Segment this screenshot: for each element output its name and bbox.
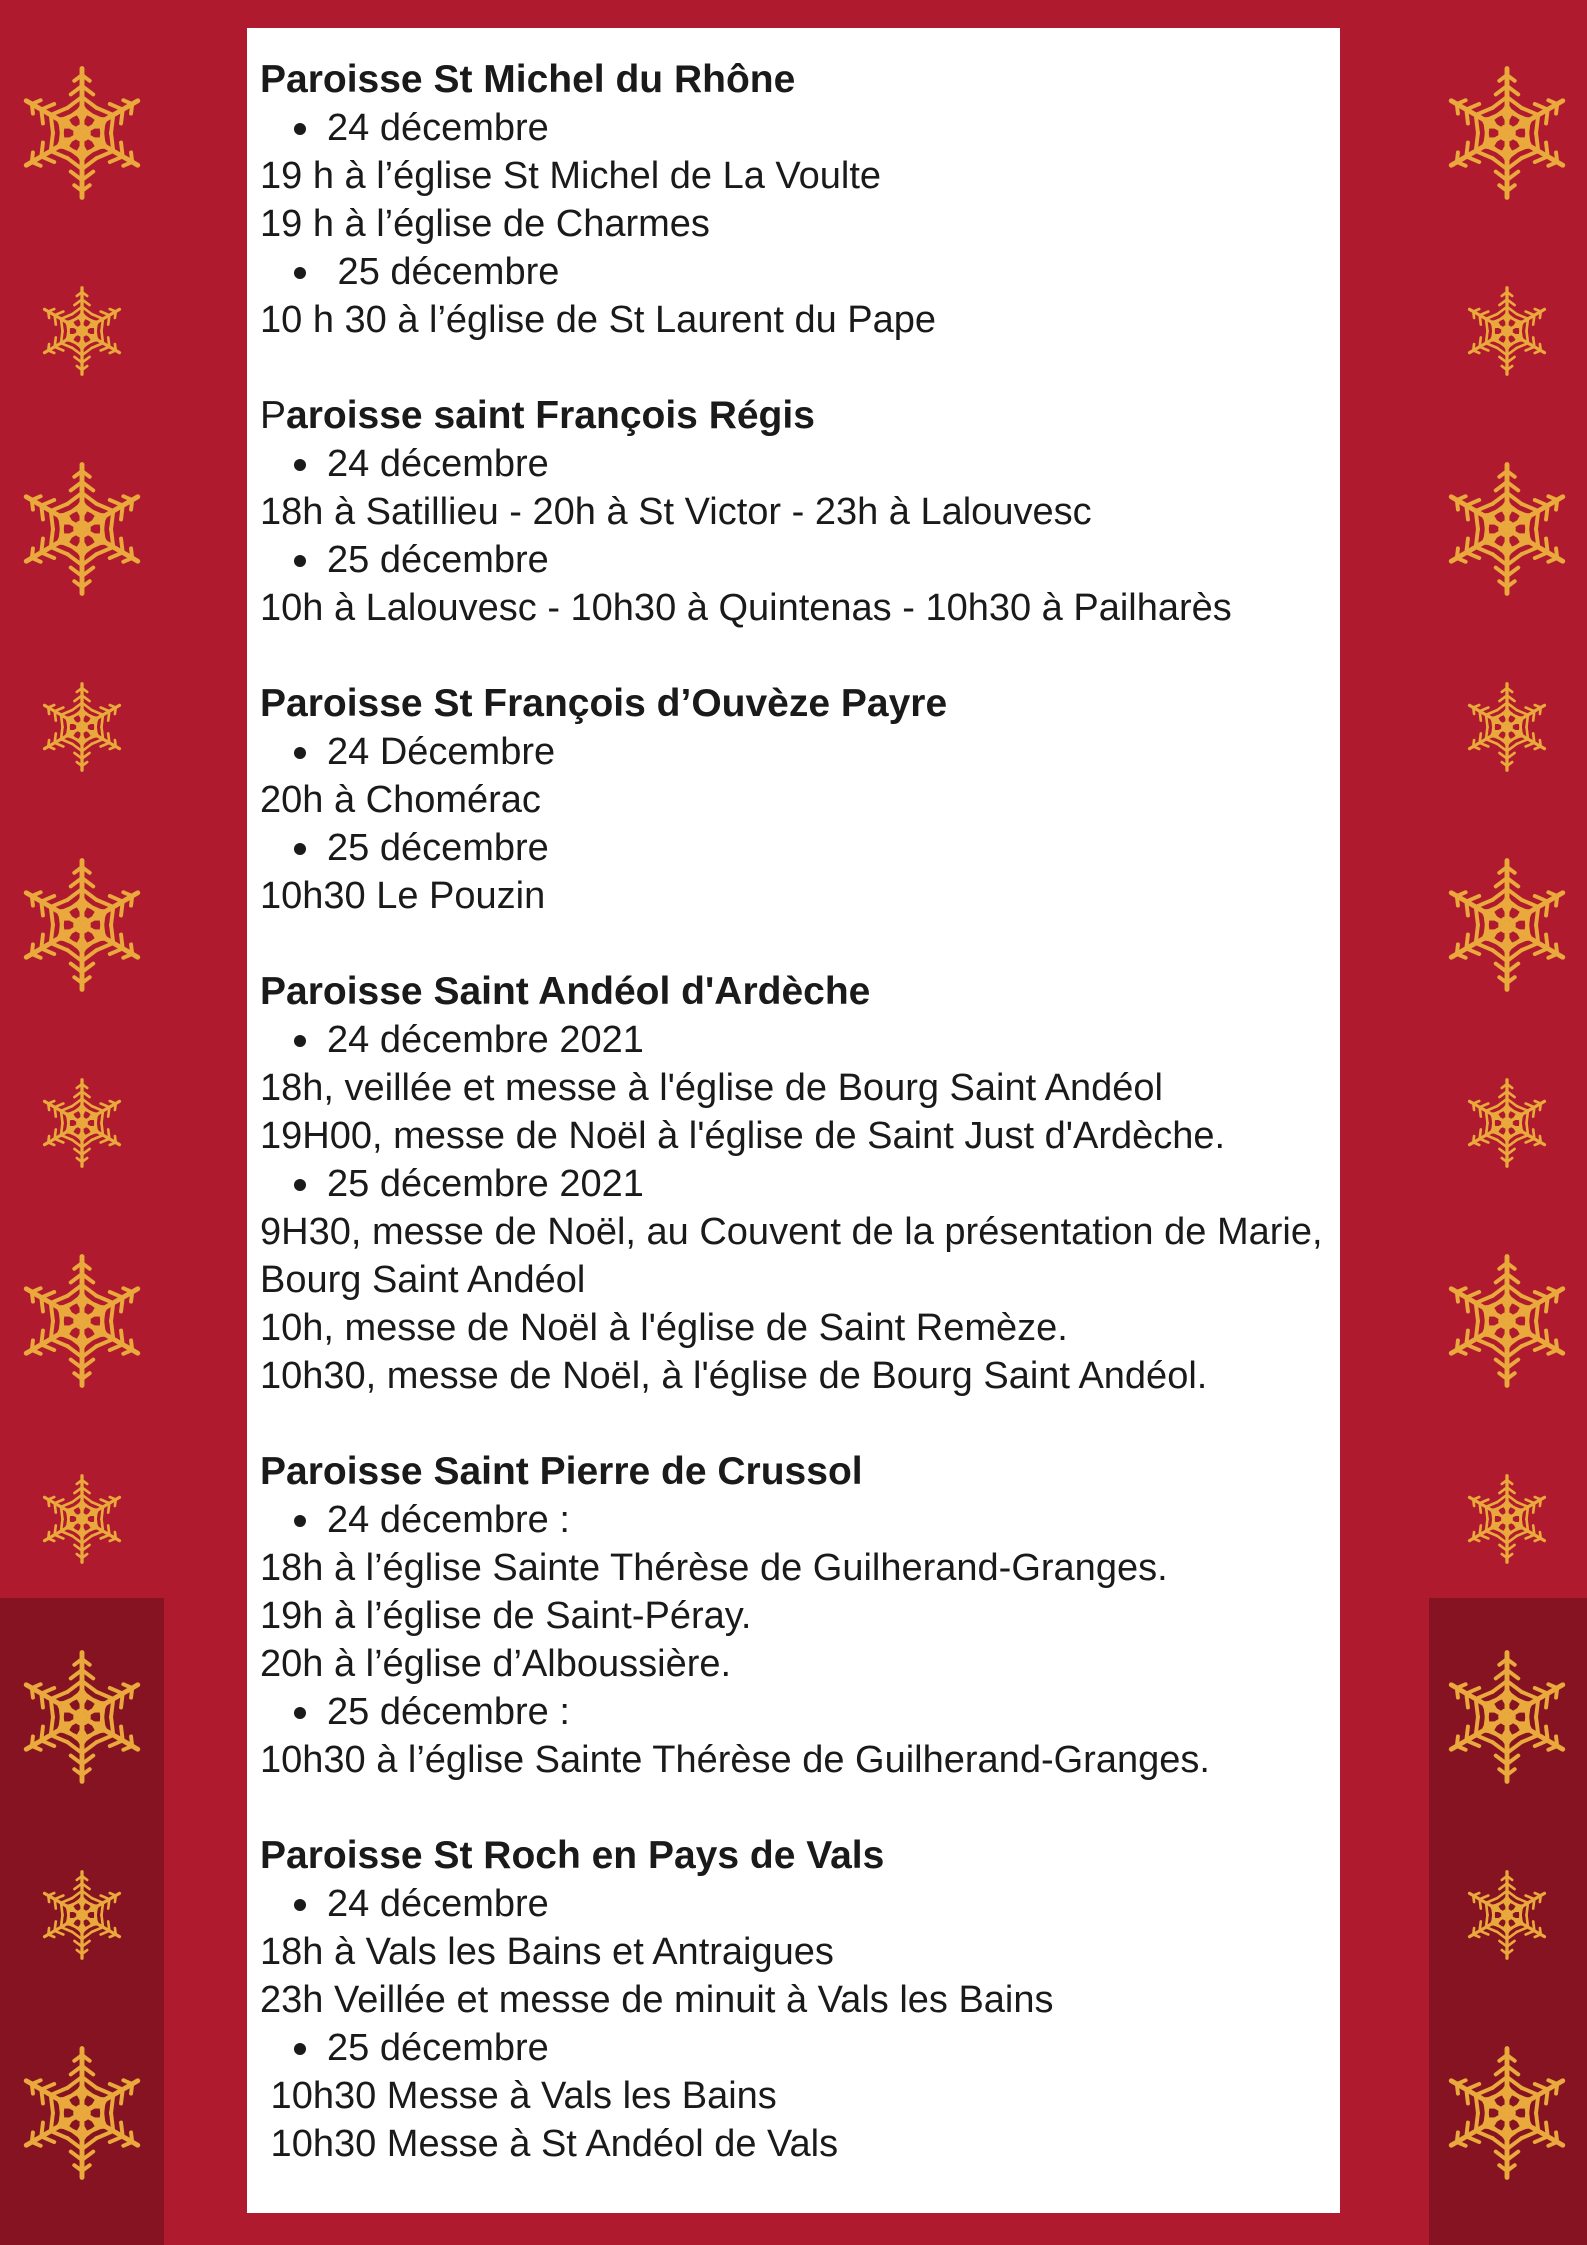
snowflake-icon [35,1076,129,1170]
snowflake-icon [1460,284,1554,378]
mass-time-line: 10 h 30 à l’église de St Laurent du Pape [260,299,937,341]
mass-schedule [260,56,1330,2168]
snowflake-icon [1437,1251,1577,1391]
parish-title: Paroisse saint François Régis [260,394,815,437]
snowflake-icon [1460,1868,1554,1962]
mass-time-line: 18h à Satillieu - 20h à St Victor - 23h à Lalouvesc [260,491,1092,533]
snowflake-icon [1437,63,1577,203]
snowflake-icon [35,284,129,378]
snowflake-icon [12,855,152,995]
snowflake-icon [35,1472,129,1566]
snowflake-icon [12,2043,152,2183]
mass-time-line: 10h à Lalouvesc - 10h30 à Quintenas - 10h30 à Pailharès [260,587,1232,629]
date-bullet: 24 décembre [260,104,1330,152]
date-bullet: 24 décembre [260,1880,1330,1928]
mass-time-line: 10h30 Messe à Vals les Bains [260,2075,777,2117]
mass-time-line: 19H00, messe de Noël à l'église de Saint Just d'Ardèche. [260,1115,1226,1157]
mass-time-line: 19h à l’église de Saint-Péray. [260,1595,752,1637]
mass-time-line: 19 h à l’église de Charmes [260,203,710,245]
mass-time-line: 10h, messe de Noël à l'église de Saint Remèze. [260,1307,1068,1349]
snowflake-icon [12,1251,152,1391]
mass-time-line: 18h à Vals les Bains et Antraigues [260,1931,834,1973]
mass-time-line: 19 h à l’église St Michel de La Voulte [260,155,882,197]
parish-section [260,392,1330,632]
parish-title: Paroisse St Roch en Pays de Vals [260,1834,885,1877]
parish-title: Paroisse Saint Pierre de Crussol [260,1450,863,1493]
date-bullet: 25 décembre 2021 [260,1160,1330,1208]
mass-time-line: 10h30 Messe à St Andéol de Vals [260,2123,839,2165]
snowflake-icon [12,1647,152,1787]
date-bullet: 25 décembre [260,536,1330,584]
parish-section [260,680,1330,920]
snowflake-icon [1460,1472,1554,1566]
snowflake-icon [1460,680,1554,774]
date-bullet: 25 décembre : [260,1688,1330,1736]
parish-title: Paroisse St Michel du Rhône [260,58,796,101]
snowflake-icon [1437,855,1577,995]
snowflake-icon [12,63,152,203]
date-bullet: 24 décembre : [260,1496,1330,1544]
parish-title: Paroisse Saint Andéol d'Ardèche [260,970,871,1013]
date-bullet: 25 décembre [260,824,1330,872]
mass-time-line: 20h à l’église d’Alboussière. [260,1643,732,1685]
parish-section [260,1448,1330,1784]
snowflake-icon [1437,2043,1577,2183]
snowflake-icon [12,459,152,599]
parish-section [260,968,1330,1400]
mass-time-line: 10h30 Le Pouzin [260,875,546,917]
date-bullet: 24 Décembre [260,728,1330,776]
mass-time-line: 20h à Chomérac [260,779,541,821]
mass-time-line: 9H30, messe de Noël, au Couvent de la présentation de Marie, Bourg Saint Andéol [260,1211,1323,1301]
mass-time-line: 23h Veillée et messe de minuit à Vals les Bains [260,1979,1054,2021]
mass-time-line: 10h30 à l’église Sainte Thérèse de Guilherand-Granges. [260,1739,1210,1781]
mass-time-line: 10h30, messe de Noël, à l'église de Bourg Saint Andéol. [260,1355,1208,1397]
date-bullet: 25 décembre [260,248,1330,296]
snowflake-icon [1437,459,1577,599]
date-bullet: 25 décembre [260,2024,1330,2072]
parish-section [260,56,1330,344]
snowflake-icon [1437,1647,1577,1787]
parish-title: Paroisse St François d’Ouvèze Payre [260,682,948,725]
date-bullet: 24 décembre 2021 [260,1016,1330,1064]
mass-time-line: 18h à l’église Sainte Thérèse de Guilherand-Granges. [260,1547,1168,1589]
snowflake-icon [1460,1076,1554,1170]
snowflake-icon [35,680,129,774]
date-bullet: 24 décembre [260,440,1330,488]
parish-section [260,1832,1330,2168]
mass-time-line: 18h, veillée et messe à l'église de Bourg Saint Andéol [260,1067,1163,1109]
snowflake-icon [35,1868,129,1962]
